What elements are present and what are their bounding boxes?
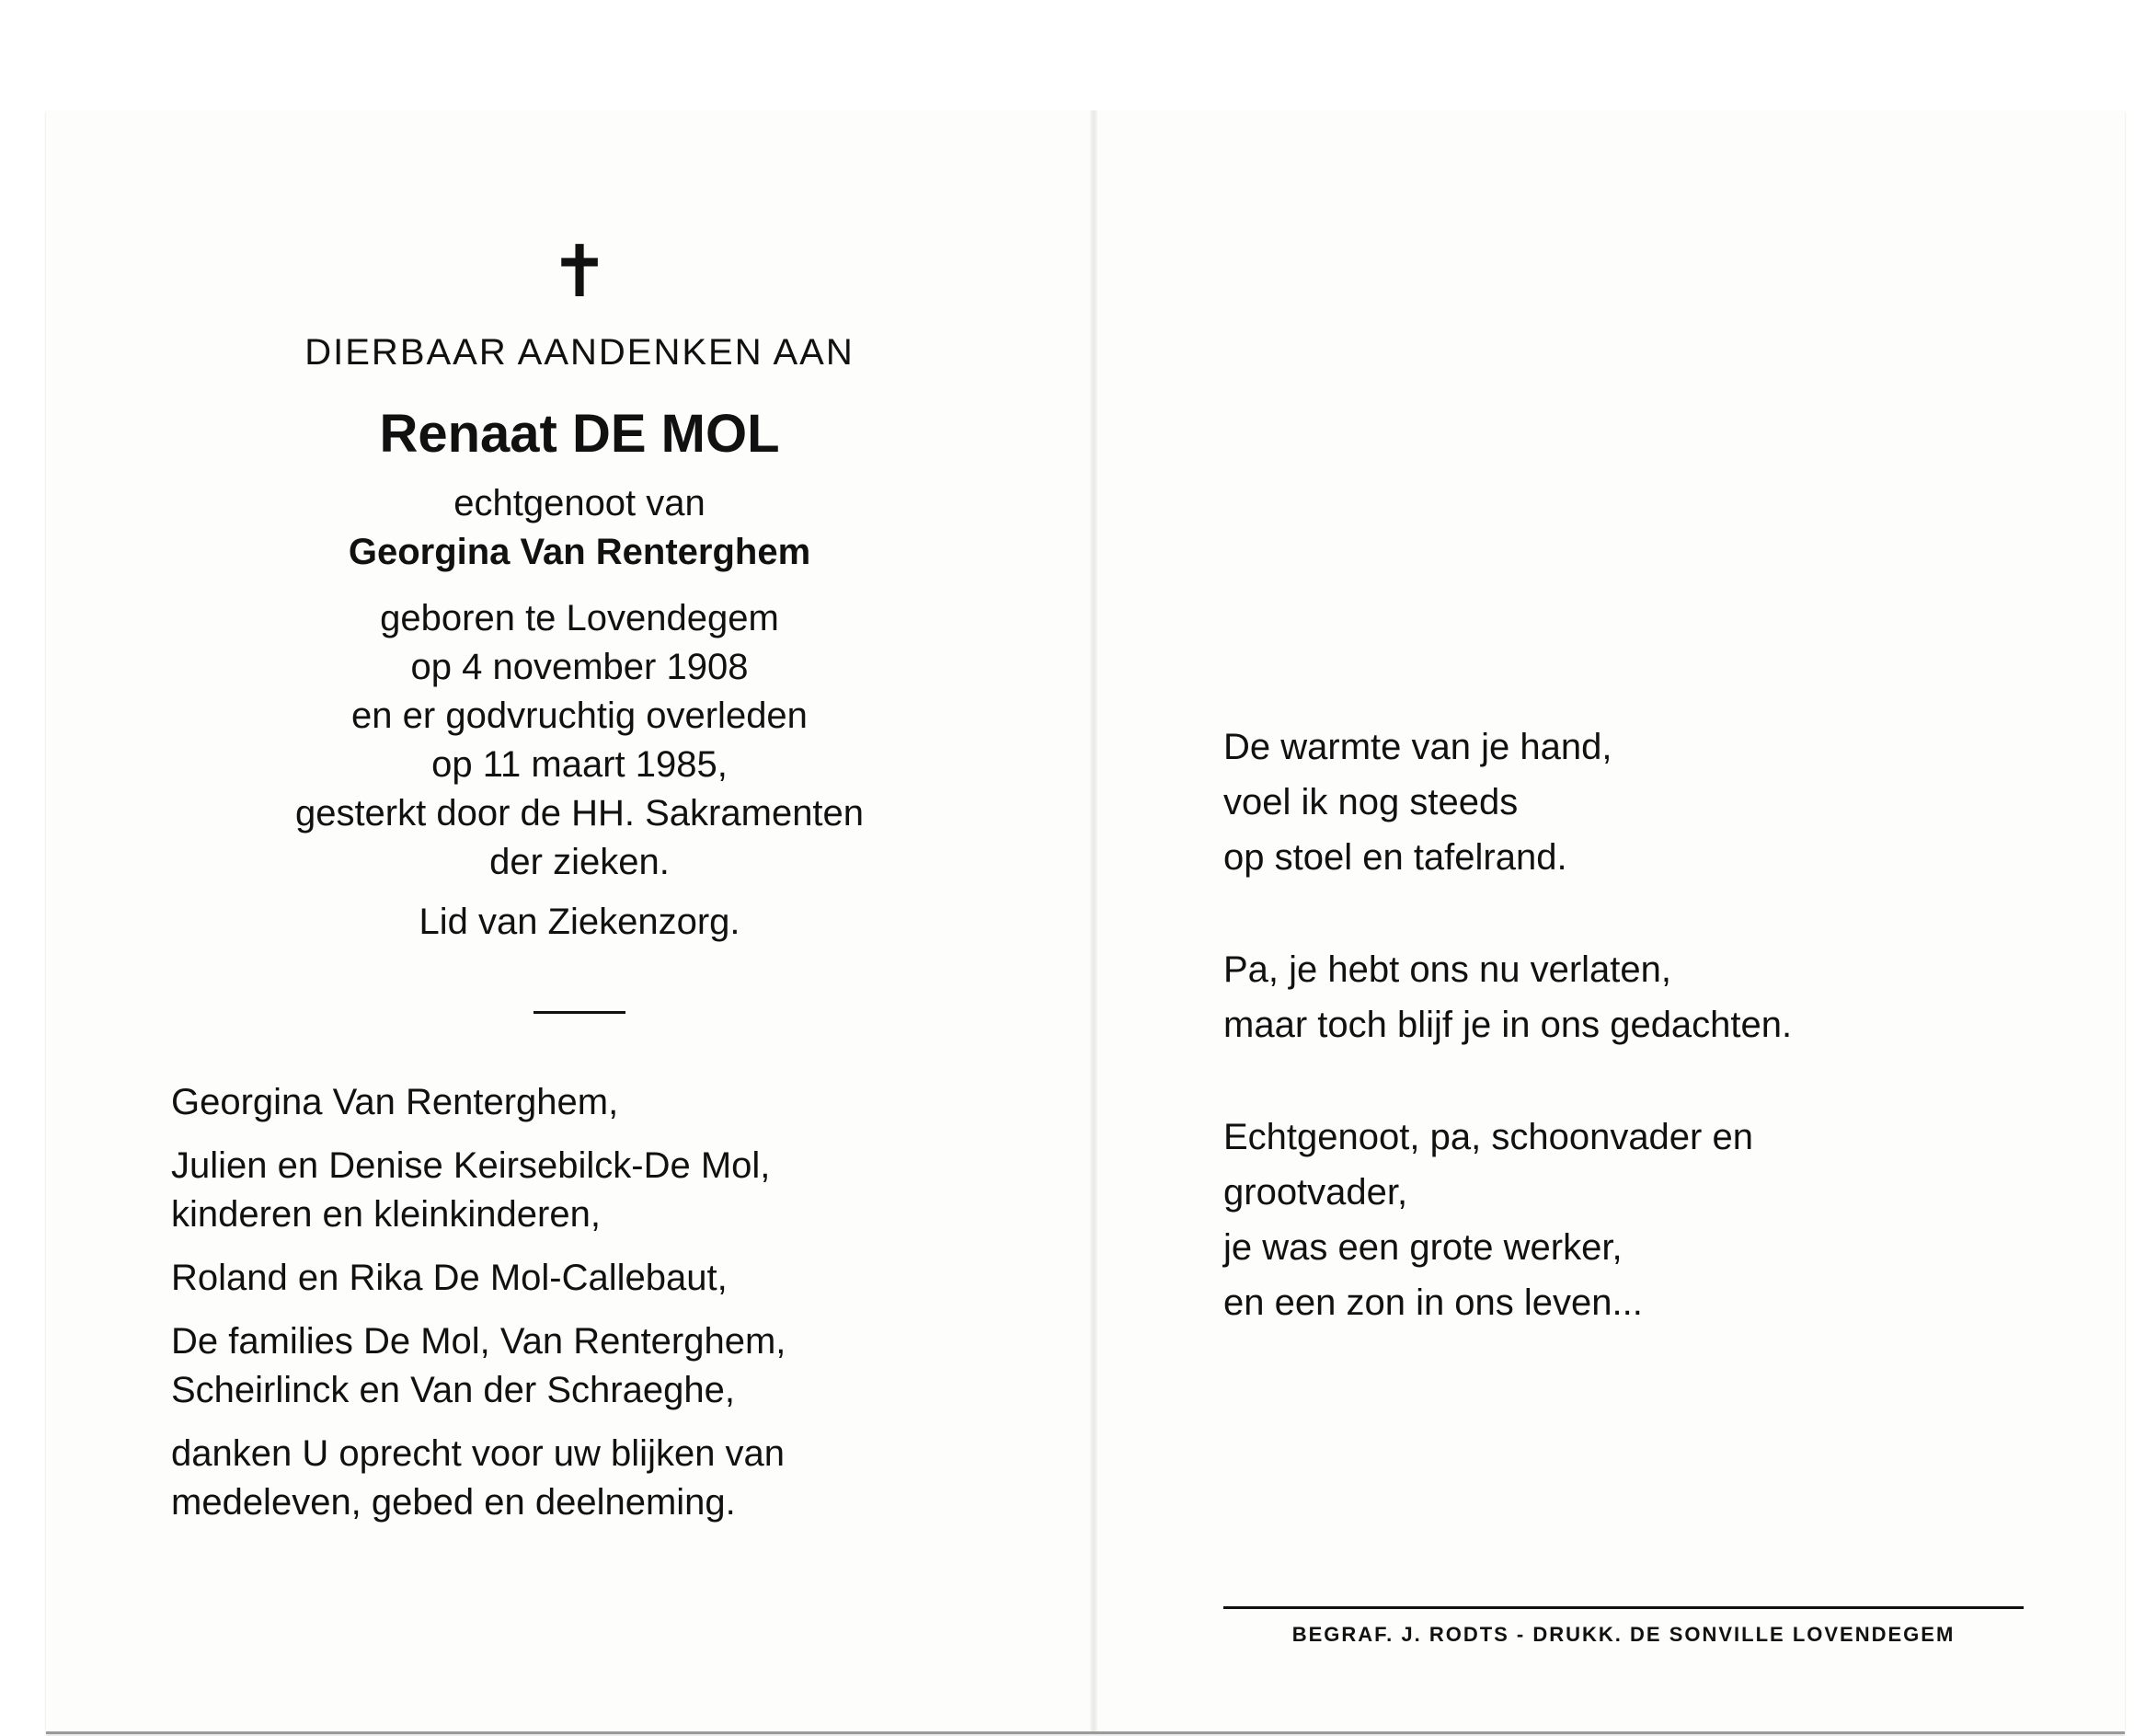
poem-line: voel ik nog steeds	[1223, 782, 1519, 822]
family-line: Georgina Van Renterghem,	[171, 1082, 619, 1122]
spouse-name: Georgina Van Renterghem	[348, 532, 811, 572]
cross-icon: ✝	[549, 231, 610, 312]
divider	[534, 1011, 625, 1014]
printer-credit: BEGRAF. J. RODTS - DRUKK. DE SONVILLE LOVENDEGEM	[1291, 1623, 1956, 1646]
printer-divider	[1223, 1606, 2024, 1609]
family-line: Scheirlinck en Van der Schraeghe,	[171, 1370, 735, 1410]
spouse-intro: echtgenoot van	[453, 483, 706, 523]
left-panel	[156, 231, 1003, 1527]
detail-line: der zieken.	[489, 842, 670, 882]
family-list	[156, 1078, 1003, 1527]
header-block	[156, 231, 1003, 947]
detail-line: en er godvruchtig overleden	[351, 696, 808, 736]
detail-line: op 4 november 1908	[410, 647, 749, 687]
family-line: medeleven, gebed en deelneming.	[171, 1482, 736, 1523]
poem-stanza	[1223, 942, 2051, 1052]
memorial-heading: DIERBAAR AANDENKEN AAN	[304, 332, 855, 373]
family-line: kinderen en kleinkinderen,	[171, 1194, 601, 1235]
detail-line: geboren te Lovendegem	[380, 598, 779, 638]
poem-stanza	[1223, 719, 2051, 885]
deceased-name: Renaat DE MOL	[379, 404, 780, 464]
poem-line: grootvader,	[1223, 1172, 1408, 1213]
poem-line: Echtgenoot, pa, schoonvader en	[1223, 1117, 1753, 1157]
family-line: danken U oprecht voor uw blijken van	[171, 1433, 786, 1474]
card-fold	[1090, 110, 1097, 1731]
detail-line: op 11 maart 1985,	[431, 744, 728, 785]
poem-line: Pa, je hebt ons nu verlaten,	[1223, 949, 1671, 990]
poem-stanza	[1223, 1109, 2051, 1330]
family-line: Julien en Denise Keirsebilck-De Mol,	[171, 1145, 771, 1186]
family-line: De families De Mol, Van Renterghem,	[171, 1321, 786, 1362]
membership-line: Lid van Ziekenzorg.	[419, 902, 740, 942]
poem-line: je was een grote werker,	[1223, 1227, 1623, 1268]
poem-line: maar toch blijf je in ons gedachten.	[1223, 1005, 1793, 1045]
right-panel	[1223, 719, 2051, 1330]
poem-line: De warmte van je hand,	[1223, 727, 1612, 767]
poem-line: op stoel en tafelrand.	[1223, 837, 1567, 878]
family-line: Roland en Rika De Mol-Callebaut,	[171, 1258, 728, 1298]
detail-line: gesterkt door de HH. Sakramenten	[294, 793, 865, 834]
poem-line: en een zon in ons leven...	[1223, 1282, 1643, 1323]
